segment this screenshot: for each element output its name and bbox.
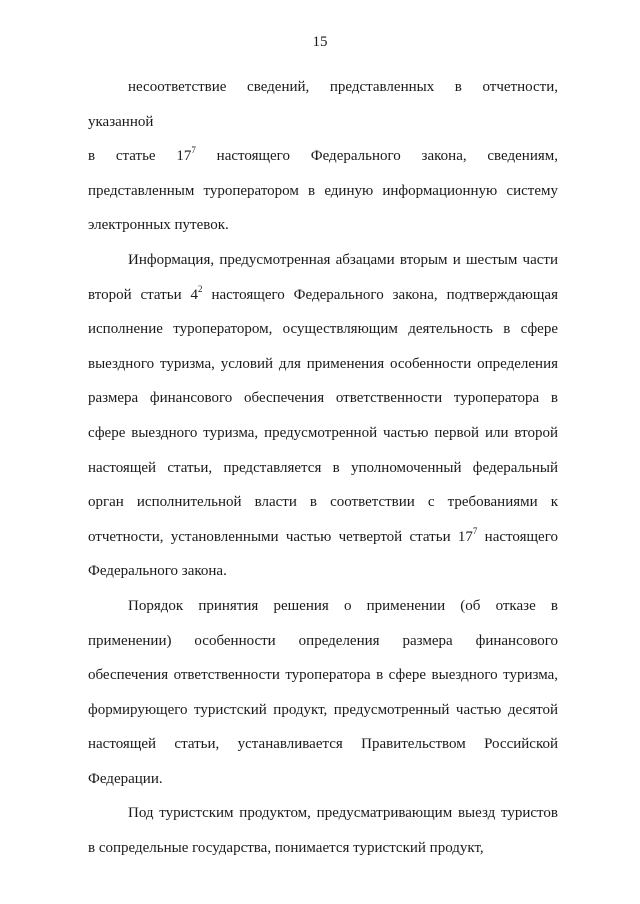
text-line: Порядок принятия решения о применении (об отказе в [128,597,558,614]
text-line: в статье $17^7$ настоящего Федерального закона, сведениям, [88,145,558,165]
text-line: выездного туризма, условий для применения особенности определения [88,355,558,372]
text-line: в сопредельные государства, понимается туристский продукт, [88,840,484,857]
text-line: Федерации. [88,770,163,787]
text-line: орган исполнительной власти в соответствии с требованиями к [88,494,558,511]
text-line: применении) особенности определения размера финансового [88,632,558,649]
text-line: второй статьи $4^2$ настоящего Федерального закона, подтверждающая [88,283,558,303]
page-number: 15 [312,34,328,50]
text-line: электронных путевок. [88,217,229,234]
text-line: представленным туроператором в единую информационную систему [88,182,558,199]
text-line: настоящей статьи, представляется в уполномоченный федеральный [88,459,558,476]
text-line: Под туристским продуктом, предусматривающим выезд туристов [128,805,558,822]
superscript: 7 [472,525,478,536]
text-line: несоответствие сведений, представленных в отчетности, указанной [88,79,558,130]
text-line: сфере выездного туризма, предусмотренной частью первой или второй [88,424,558,441]
text-line: обеспечения ответственности туроператора в сфере выездного туризма, [88,667,558,684]
text-line: настоящей статьи, устанавливается Правительством Российской [88,736,558,753]
text-line: формирующего туристский продукт, предусмотренный частью десятой [88,701,558,718]
text-line: размера финансового обеспечения ответственности туроператора в [88,390,558,407]
text-line: исполнение туроператором, осуществляющим деятельность в сфере [88,321,558,338]
superscript: 2 [198,283,203,294]
superscript: 7 [191,145,196,156]
document-body [88,70,558,866]
text-line: Федерального закона. [88,563,227,580]
text-line: отчетности, установленными частью четвертой статьи $17^7$ настоящего [88,525,558,545]
text-line: Информация, предусмотренная абзацами вторым и шестым части [128,251,558,268]
